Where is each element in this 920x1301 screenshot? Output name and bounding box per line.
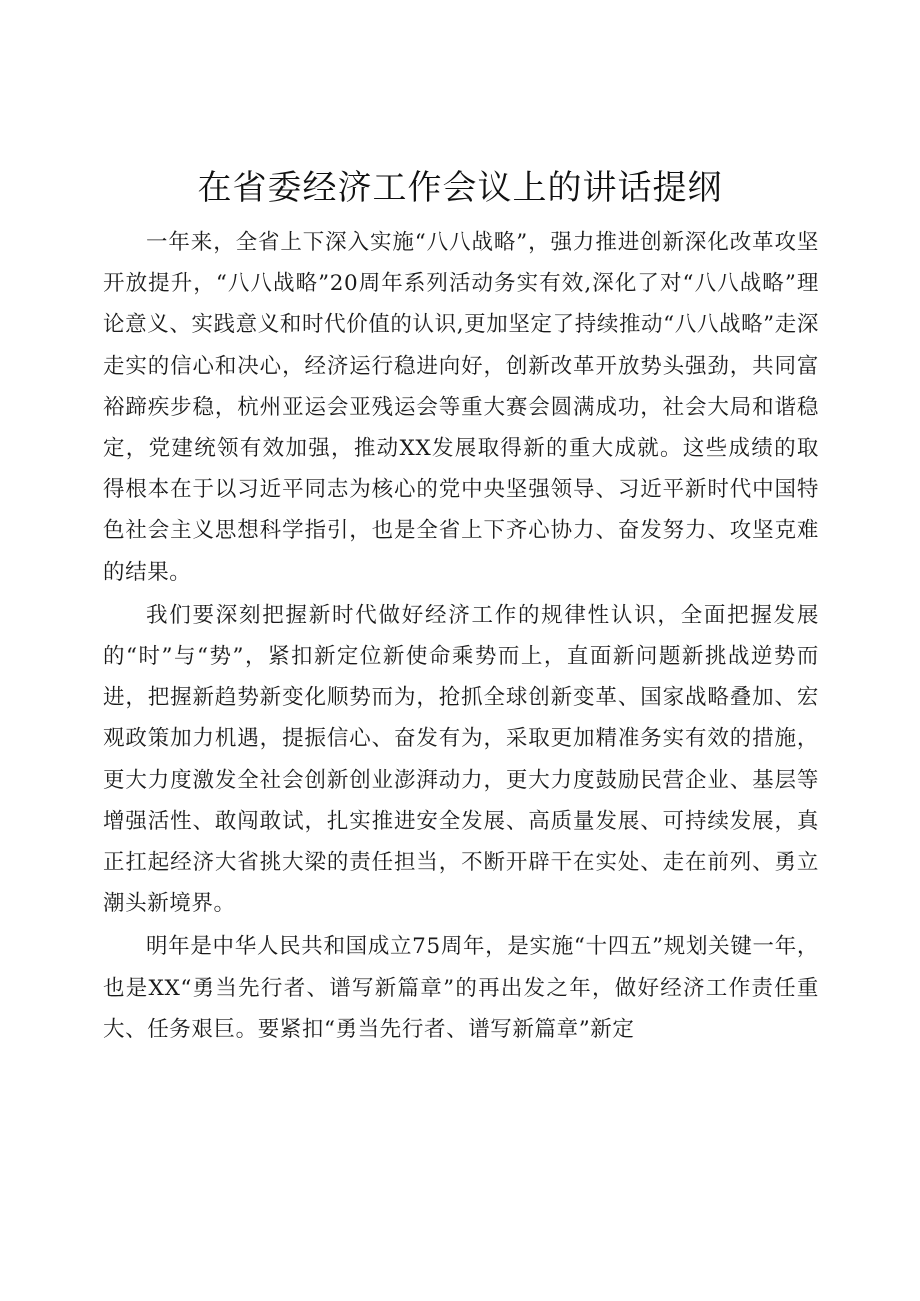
document-title: 在省委经济工作会议上的讲话提纲 xyxy=(197,168,723,208)
paragraph-1: 一年来，全省上下深入实施“八八战略”，强力推进创新深化改革攻坚开放提升，“八八战略”20周年系列活动务实有效,深化了对“八八战略”理论意义、实践意义和时代价值的认识,更加坚定了持续推动“八八战略”走深走实的信心和决心，经济运行稳进向好，创新改革开放势头强劲，共同富裕蹄疾步稳，杭州亚运会亚残运会等重大赛会圆满成功，社会大局和谐稳定，党建统领有效加强，推动XX发展取得新的重大成就。这些成绩的取得根本在于以习近平同志为核心的党中央坚强领导、习近平新时代中国特色社会主义思想科学指引，也是全省上下齐心协力、奋发努力、攻坚克难的结果。 xyxy=(103,230,819,585)
paragraph-2: 我们要深刻把握新时代做好经济工作的规律性认识，全面把握发展的“时”与“势”，紧扣新定位新使命乘势而上，直面新问题新挑战逆势而进，把握新趋势新变化顺势而为，抢抓全球创新变革、国家战略叠加、宏观政策加力机遇，提振信心、奋发有为，采取更加精准务实有效的措施，更大力度激发全社会创新创业澎湃动力，更大力度鼓励民营企业、基层等增强活性、敢闯敢试，扎实推进安全发展、高质量发展、可持续发展，真正扛起经济大省挑大梁的责任担当，不断开辟干在实处、走在前列、勇立潮头新境界。 xyxy=(103,602,819,917)
paragraph-3: 明年是中华人民共和国成立75周年，是实施“十四五”规划关键一年，也是XX“勇当先行者、谱写新篇章”的再出发之年，做好经济工作责任重大、任务艰巨。要紧扣“勇当先行者、谱写新篇章”新定 xyxy=(103,934,819,1042)
document-body xyxy=(103,222,819,1052)
